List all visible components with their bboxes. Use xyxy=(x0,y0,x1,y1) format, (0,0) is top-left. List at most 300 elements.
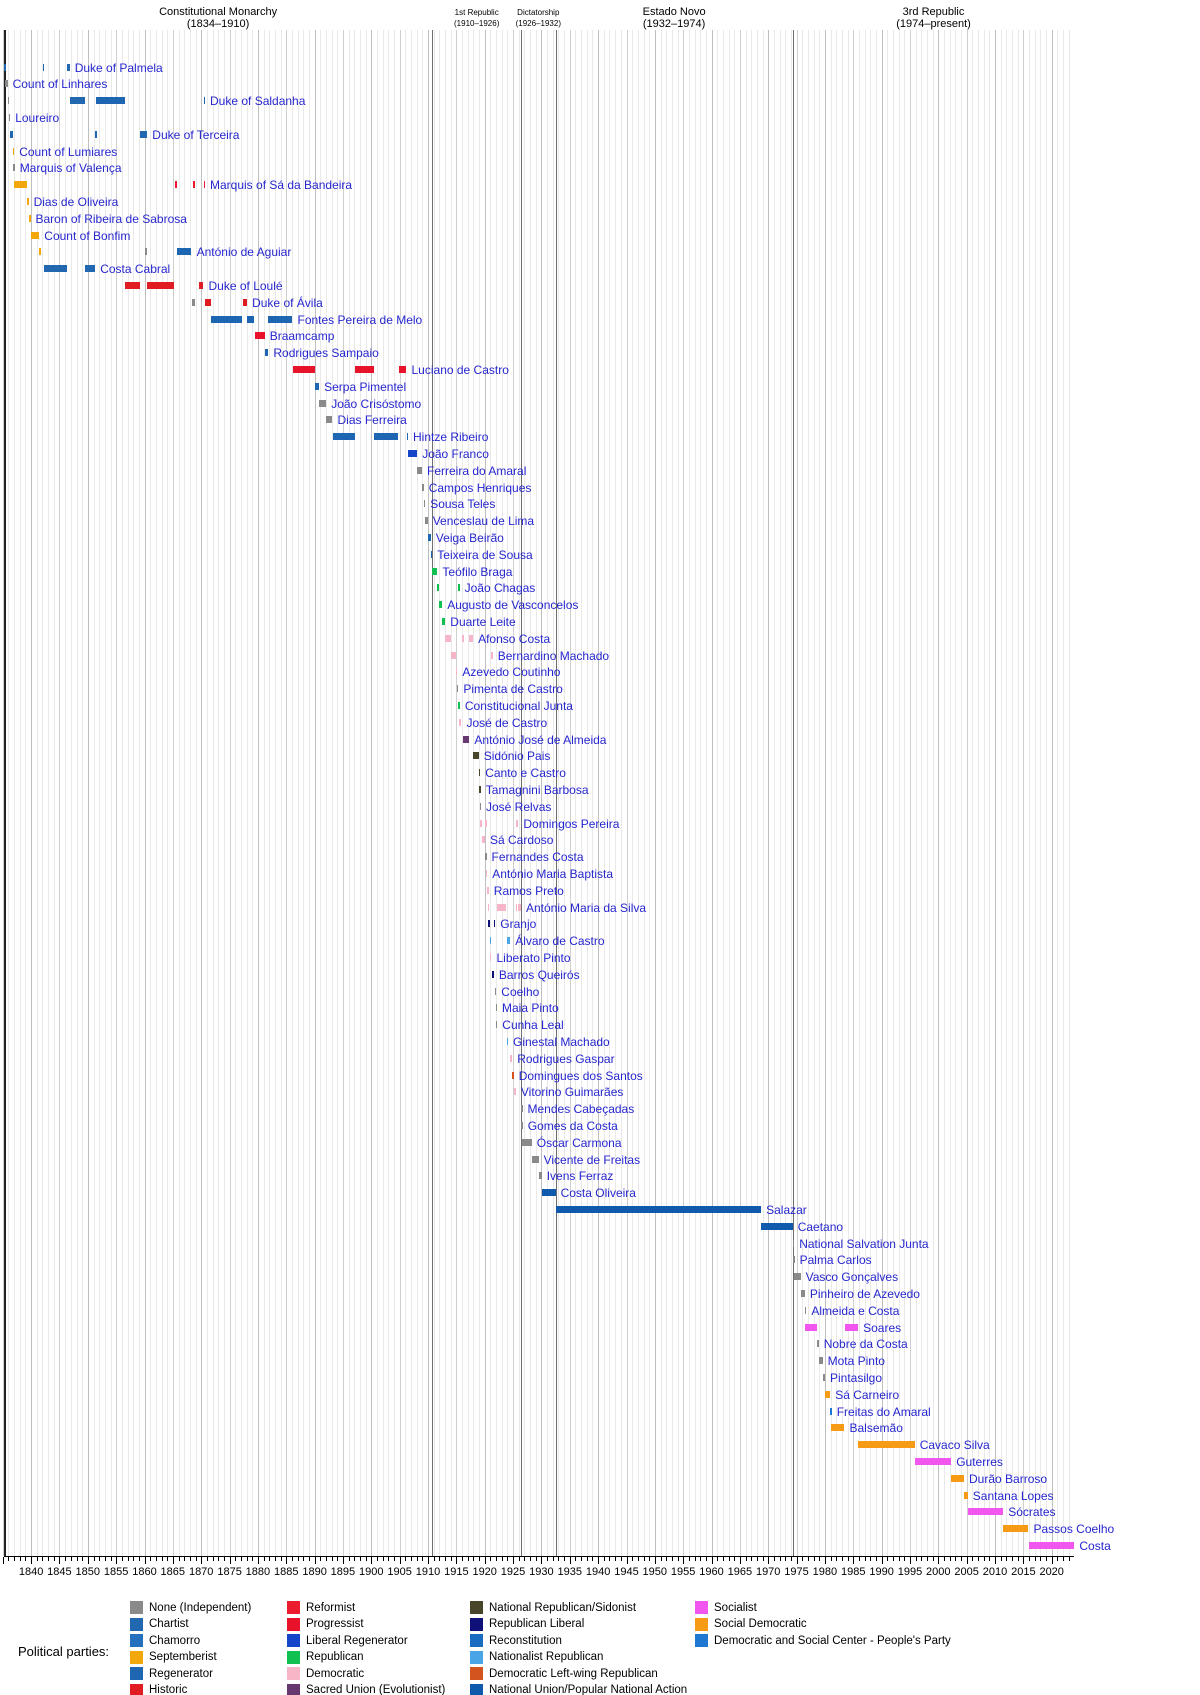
pm-term-bar xyxy=(458,702,460,709)
pm-label[interactable]: António José de Almeida xyxy=(474,732,607,747)
axis-tick xyxy=(417,1557,418,1561)
axis-tick xyxy=(627,1557,628,1564)
axis-tick xyxy=(8,1557,9,1561)
pm-term-bar xyxy=(761,1223,793,1230)
pm-label[interactable]: Liberato Pinto xyxy=(496,950,571,965)
pm-label[interactable]: Nobre da Costa xyxy=(823,1337,908,1352)
axis-tick xyxy=(774,1557,775,1561)
year-gridline xyxy=(989,30,990,1556)
year-gridline xyxy=(320,30,321,1556)
axis-tick xyxy=(695,1557,696,1561)
pm-term-bar xyxy=(177,248,192,255)
axis-tick xyxy=(1040,1557,1041,1561)
year-gridline xyxy=(77,30,78,1556)
legend-label-national_union: National Union/Popular National Action xyxy=(489,1684,688,1695)
pm-term-bar xyxy=(473,752,479,759)
axis-tick xyxy=(904,1557,905,1561)
pm-label[interactable]: Maia Pinto xyxy=(502,1001,559,1016)
axis-tick xyxy=(394,1557,395,1561)
pm-term-bar xyxy=(96,97,125,104)
period-header-name: Constitutional Monarchy xyxy=(159,6,278,18)
pm-term-bar xyxy=(805,1324,817,1331)
pm-label[interactable]: João Chagas xyxy=(464,581,536,596)
year-gridline xyxy=(111,30,112,1556)
year-gridline xyxy=(842,30,843,1556)
pm-label[interactable]: Afonso Costa xyxy=(478,631,551,646)
axis-tick xyxy=(59,1557,60,1564)
axis-year-label: 1920 xyxy=(472,1566,497,1578)
pm-label[interactable]: Balsemão xyxy=(849,1421,903,1436)
pm-term-bar xyxy=(445,635,451,642)
pm-term-bar xyxy=(408,450,418,457)
pm-label[interactable]: Óscar Carmona xyxy=(536,1135,622,1150)
pm-term-bar xyxy=(825,1391,830,1398)
pm-term-bar xyxy=(31,232,40,239)
axis-tick xyxy=(88,1557,89,1564)
pm-label[interactable]: João Crisóstomo xyxy=(331,396,422,411)
axis-tick xyxy=(524,1557,525,1561)
year-gridline xyxy=(910,30,911,1556)
pm-label[interactable]: Sá Carneiro xyxy=(835,1387,900,1402)
pm-label[interactable]: Fernandes Costa xyxy=(491,850,584,865)
year-gridline xyxy=(831,30,832,1556)
axis-tick xyxy=(706,1557,707,1561)
axis-year-label: 1950 xyxy=(642,1566,668,1578)
legend-swatch-liberal_regenerator xyxy=(287,1634,300,1647)
axis-tick xyxy=(252,1557,253,1561)
pm-label[interactable]: Ferreira do Amaral xyxy=(427,463,527,478)
legend-swatch-none xyxy=(130,1601,143,1614)
axis-tick xyxy=(825,1557,826,1564)
axis-tick xyxy=(655,1557,656,1564)
pm-label[interactable]: Sousa Teles xyxy=(430,497,496,512)
pm-label[interactable]: Duke of Ávila xyxy=(252,295,323,310)
year-gridline xyxy=(31,30,32,1556)
legend-swatch-national_union xyxy=(470,1684,483,1695)
pm-label[interactable]: António de Aguiar xyxy=(196,245,292,260)
year-gridline xyxy=(156,30,157,1556)
pm-term-bar xyxy=(516,904,518,911)
pm-term-bar xyxy=(255,332,265,339)
year-gridline xyxy=(644,30,645,1556)
pm-label[interactable]: António Maria Baptista xyxy=(492,866,614,881)
pm-term-bar xyxy=(507,1038,509,1045)
pm-label[interactable]: Duke of Loulé xyxy=(208,278,283,293)
pm-label[interactable]: Veiga Beirão xyxy=(435,530,504,545)
axis-year-label: 2005 xyxy=(954,1566,979,1578)
pm-term-bar xyxy=(374,433,398,440)
pm-term-bar xyxy=(496,1004,498,1011)
pm-label[interactable]: Guterres xyxy=(956,1454,1003,1469)
legend-label-republican_liberal: Republican Liberal xyxy=(489,1618,585,1630)
year-gridline xyxy=(59,30,60,1556)
axis-tick xyxy=(729,1557,730,1561)
axis-year-label: 1880 xyxy=(245,1566,271,1578)
axis-tick xyxy=(207,1557,208,1561)
pm-label[interactable]: Sá Cardoso xyxy=(490,833,554,848)
pm-label[interactable]: Rodrigues Gaspar xyxy=(517,1051,615,1066)
axis-tick xyxy=(870,1557,871,1561)
pm-term-bar xyxy=(490,954,492,961)
year-gridline xyxy=(615,30,616,1556)
year-gridline xyxy=(360,30,361,1556)
pm-label[interactable]: Cunha Leal xyxy=(502,1018,564,1033)
pm-label[interactable]: Loureiro xyxy=(15,110,60,125)
pm-label[interactable]: Luciano de Castro xyxy=(411,362,509,377)
pm-term-bar xyxy=(463,736,469,743)
axis-tick xyxy=(468,1557,469,1561)
pm-label[interactable]: Augusto de Vasconcelos xyxy=(447,598,579,613)
pm-label[interactable]: Teixeira de Sousa xyxy=(437,547,533,562)
pm-term-bar xyxy=(10,131,13,138)
year-gridline xyxy=(439,30,440,1556)
pm-term-bar xyxy=(205,299,211,306)
pm-label[interactable]: Pinheiro de Azevedo xyxy=(809,1286,920,1301)
pm-label[interactable]: Costa Oliveira xyxy=(560,1186,636,1201)
pm-label[interactable]: Álvaro de Castro xyxy=(515,934,605,949)
pm-label[interactable]: Pintasilgo xyxy=(830,1370,883,1385)
year-gridline xyxy=(723,30,724,1556)
legend-label-reconstitution: Reconstitution xyxy=(489,1634,562,1647)
axis-tick xyxy=(802,1557,803,1561)
year-gridline xyxy=(706,30,707,1556)
pm-label[interactable]: Coelho xyxy=(501,984,540,999)
axis-tick xyxy=(315,1557,316,1564)
pm-term-bar xyxy=(479,786,481,793)
pm-label[interactable]: Tamagnini Barbosa xyxy=(485,782,589,797)
pm-label[interactable]: Ginestal Machado xyxy=(513,1034,610,1049)
axis-tick xyxy=(910,1557,911,1564)
axis-tick xyxy=(570,1557,571,1564)
axis-tick xyxy=(473,1557,474,1561)
pm-label[interactable]: Vasco Gonçalves xyxy=(805,1270,899,1285)
year-gridline xyxy=(984,30,985,1556)
pm-label[interactable]: Azevedo Coutinho xyxy=(462,665,561,680)
pm-label[interactable]: Marquis of Valença xyxy=(19,161,122,176)
pm-term-bar xyxy=(521,1105,523,1112)
year-gridline xyxy=(1029,30,1030,1556)
legend-swatch-progressist xyxy=(287,1618,300,1631)
axis-tick xyxy=(1001,1557,1002,1561)
pm-label[interactable]: Freitas do Amaral xyxy=(836,1404,931,1419)
pm-term-bar xyxy=(491,652,493,659)
plot-left-border xyxy=(4,30,6,1556)
pm-label[interactable]: Fontes Pereira de Melo xyxy=(297,312,423,327)
year-gridline xyxy=(190,30,191,1556)
pm-term-bar xyxy=(490,937,492,944)
pm-label[interactable]: Duke of Palmela xyxy=(74,60,163,75)
year-gridline xyxy=(661,30,662,1556)
pm-term-bar xyxy=(823,1374,825,1381)
pm-label[interactable]: Domingues dos Santos xyxy=(518,1068,643,1083)
pm-label[interactable]: Baron of Ribeira de Sabrosa xyxy=(35,211,187,226)
axis-tick xyxy=(950,1557,951,1561)
pm-label[interactable]: Santana Lopes xyxy=(972,1488,1054,1503)
axis-tick xyxy=(133,1557,134,1561)
pm-label[interactable]: Hintze Ribeiro xyxy=(413,430,489,445)
pm-label[interactable]: Duarte Leite xyxy=(450,614,516,629)
legend-swatch-reformist xyxy=(287,1601,300,1614)
year-gridline xyxy=(1018,30,1019,1556)
year-gridline xyxy=(1063,30,1064,1556)
axis-tick xyxy=(184,1557,185,1561)
pm-label[interactable]: Duke of Terceira xyxy=(152,127,240,142)
legend-label-progressist: Progressist xyxy=(306,1618,364,1630)
legend-swatch-sacred_union xyxy=(287,1684,300,1695)
pm-label[interactable]: Sidónio Pais xyxy=(483,749,551,764)
pm-term-bar xyxy=(479,769,481,776)
pm-term-bar xyxy=(437,584,439,591)
year-gridline xyxy=(343,30,344,1556)
pm-label[interactable]: Serpa Pimentel xyxy=(324,379,407,394)
pm-label[interactable]: Granjo xyxy=(500,917,537,932)
year-gridline xyxy=(422,30,423,1556)
axis-tick xyxy=(553,1557,554,1561)
year-gridline xyxy=(71,30,72,1556)
axis-tick xyxy=(303,1557,304,1561)
pm-term-bar xyxy=(488,904,490,911)
axis-tick xyxy=(780,1557,781,1561)
pm-label[interactable]: Teófilo Braga xyxy=(442,564,513,579)
axis-year-label: 1885 xyxy=(274,1566,299,1578)
year-gridline xyxy=(1069,30,1070,1556)
axis-tick xyxy=(933,1557,934,1561)
axis-tick xyxy=(723,1557,724,1561)
pm-label[interactable]: António Maria da Silva xyxy=(526,900,647,915)
year-gridline xyxy=(785,30,786,1556)
axis-tick xyxy=(354,1557,355,1561)
axis-tick xyxy=(831,1557,832,1561)
pm-label[interactable]: Gomes da Costa xyxy=(527,1118,618,1133)
legend-label-liberal_regenerator: Liberal Regenerator xyxy=(306,1634,408,1647)
pm-label[interactable]: Domingos Pereira xyxy=(523,816,620,831)
pm-label[interactable]: Count of Bonfim xyxy=(44,228,131,243)
pm-label[interactable]: Canto e Castro xyxy=(485,766,566,781)
axis-tick xyxy=(1029,1557,1030,1561)
year-gridline xyxy=(717,30,718,1556)
pm-term-bar xyxy=(458,584,460,591)
pm-label[interactable]: Vitorino Guimarães xyxy=(520,1085,624,1100)
year-gridline xyxy=(332,30,333,1556)
pm-label[interactable]: Duke of Saldanha xyxy=(210,94,306,109)
axis-year-label: 1995 xyxy=(897,1566,923,1578)
axis-tick xyxy=(1046,1557,1047,1561)
year-gridline xyxy=(916,30,917,1556)
axis-tick xyxy=(94,1557,95,1561)
axis-tick xyxy=(581,1557,582,1561)
legend-swatch-regenerator xyxy=(130,1667,143,1680)
axis-tick xyxy=(496,1557,497,1561)
pm-label[interactable]: Dias Ferreira xyxy=(337,413,407,428)
axis-tick xyxy=(995,1557,996,1564)
year-gridline xyxy=(797,30,798,1556)
pm-label[interactable]: Campos Henriques xyxy=(428,480,532,495)
axis-tick xyxy=(808,1557,809,1561)
pm-label[interactable]: João Franco xyxy=(422,446,489,461)
year-gridline xyxy=(1001,30,1002,1556)
legend-swatch-historic xyxy=(130,1684,143,1695)
axis-tick xyxy=(269,1557,270,1561)
year-gridline xyxy=(921,30,922,1556)
year-gridline xyxy=(763,30,764,1556)
pm-term-bar xyxy=(492,971,494,978)
legend-swatch-republican_liberal xyxy=(470,1618,483,1631)
pm-label[interactable]: Costa xyxy=(1079,1538,1111,1553)
axis-tick xyxy=(366,1557,367,1561)
pm-label[interactable]: Salazar xyxy=(766,1202,807,1217)
axis-tick xyxy=(689,1557,690,1561)
pm-term-bar xyxy=(85,265,95,272)
period-header-dates: (1932–1974) xyxy=(642,18,706,30)
axis-tick xyxy=(230,1557,231,1564)
pm-term-bar xyxy=(951,1475,964,1482)
pm-term-bar xyxy=(9,114,11,121)
pm-label[interactable]: Mota Pinto xyxy=(827,1354,885,1369)
axis-tick xyxy=(451,1557,452,1561)
pm-label[interactable]: Ivens Ferraz xyxy=(546,1169,614,1184)
pm-label[interactable]: Ramos Preto xyxy=(493,883,564,898)
axis-tick xyxy=(156,1557,157,1561)
axis-year-label: 1855 xyxy=(103,1566,129,1578)
period-header-dates: (1910–1926) xyxy=(454,19,500,28)
pm-term-bar xyxy=(4,64,6,71)
pm-term-bar xyxy=(428,534,431,541)
axis-tick xyxy=(541,1557,542,1564)
pm-term-bar xyxy=(462,635,464,642)
pm-label[interactable]: Count of Lumiares xyxy=(19,144,118,159)
pm-label[interactable]: Venceslau de Lima xyxy=(432,514,535,529)
pm-term-bar xyxy=(211,316,242,323)
year-gridline xyxy=(20,30,21,1556)
pm-term-bar xyxy=(794,1273,801,1280)
pm-label[interactable]: Durão Barroso xyxy=(969,1471,1048,1486)
pm-label[interactable]: Caetano xyxy=(797,1219,844,1234)
axis-tick xyxy=(967,1557,968,1564)
axis-tick xyxy=(71,1557,72,1561)
axis-tick xyxy=(383,1557,384,1561)
pm-label[interactable]: Soares xyxy=(863,1320,902,1335)
pm-label[interactable]: Bernardino Machado xyxy=(497,648,610,663)
pm-label[interactable]: Almeida e Costa xyxy=(811,1303,900,1318)
year-gridline xyxy=(411,30,412,1556)
year-gridline xyxy=(678,30,679,1556)
legend-label-historic: Historic xyxy=(149,1684,188,1695)
pm-label[interactable]: Dias de Oliveira xyxy=(33,194,119,209)
legend-label-socialist: Socialist xyxy=(714,1601,757,1614)
axis-tick xyxy=(587,1557,588,1561)
year-gridline xyxy=(632,30,633,1556)
axis-tick xyxy=(434,1557,435,1561)
year-gridline xyxy=(689,30,690,1556)
axis-tick xyxy=(122,1557,123,1561)
year-gridline xyxy=(14,30,15,1556)
axis-tick xyxy=(116,1557,117,1564)
pm-term-bar xyxy=(175,181,177,188)
axis-year-label: 1850 xyxy=(75,1566,101,1578)
year-gridline xyxy=(468,30,469,1556)
axis-year-label: 1945 xyxy=(614,1566,639,1578)
axis-tick xyxy=(1057,1557,1058,1561)
axis-tick xyxy=(836,1557,837,1561)
pm-label[interactable]: National Salvation Junta xyxy=(799,1236,929,1251)
year-gridline xyxy=(695,30,696,1556)
year-gridline xyxy=(666,30,667,1556)
pm-label[interactable]: Passos Coelho xyxy=(1033,1522,1115,1537)
pm-term-bar xyxy=(469,635,473,642)
pm-term-bar xyxy=(793,1240,795,1247)
pm-label[interactable]: Barros Queirós xyxy=(498,967,580,982)
pm-label[interactable]: Mendes Cabeçadas xyxy=(527,1102,635,1117)
axis-tick xyxy=(978,1557,979,1561)
axis-tick xyxy=(1035,1557,1036,1561)
pm-term-bar xyxy=(831,1424,845,1431)
axis-tick xyxy=(3,1557,4,1564)
legend-label-chamorro: Chamorro xyxy=(149,1634,201,1647)
axis-tick xyxy=(371,1557,372,1564)
pm-label[interactable]: José de Castro xyxy=(466,715,548,730)
pm-label[interactable]: Braamcamp xyxy=(269,329,335,344)
axis-year-label: 1890 xyxy=(302,1566,327,1578)
pm-label[interactable]: Costa Cabral xyxy=(100,262,171,277)
year-gridline xyxy=(598,30,599,1556)
axis-tick xyxy=(989,1557,990,1561)
axis-tick xyxy=(865,1557,866,1561)
year-gridline xyxy=(638,30,639,1556)
pm-label[interactable]: Rodrigues Sampaio xyxy=(273,346,379,361)
year-gridline xyxy=(445,30,446,1556)
year-gridline xyxy=(1052,30,1053,1556)
axis-tick xyxy=(218,1557,219,1561)
pm-label[interactable]: Marquis of Sá da Bandeira xyxy=(210,178,353,193)
pm-term-bar xyxy=(915,1458,952,1465)
pm-term-bar xyxy=(542,1189,556,1196)
pm-label[interactable]: José Relvas xyxy=(486,799,552,814)
axis-tick xyxy=(672,1557,673,1561)
pm-term-bar xyxy=(514,1088,516,1095)
year-gridline xyxy=(780,30,781,1556)
axis-tick xyxy=(519,1557,520,1561)
pm-label[interactable]: Pimenta de Castro xyxy=(463,682,563,697)
pm-label[interactable]: Palma Carlos xyxy=(799,1253,872,1268)
axis-tick xyxy=(326,1557,327,1561)
year-gridline xyxy=(479,30,480,1556)
legend-swatch-cds xyxy=(695,1634,708,1647)
axis-tick xyxy=(128,1557,129,1561)
pm-label[interactable]: Count of Linhares xyxy=(12,77,108,92)
pm-label[interactable]: Cavaco Silva xyxy=(919,1438,990,1453)
pm-label[interactable]: Constitucional Junta xyxy=(464,698,573,713)
axis-tick xyxy=(309,1557,310,1561)
year-gridline xyxy=(859,30,860,1556)
pm-term-bar xyxy=(496,1021,498,1028)
year-gridline xyxy=(978,30,979,1556)
axis-tick xyxy=(757,1557,758,1561)
axis-tick xyxy=(377,1557,378,1561)
pm-term-bar xyxy=(247,316,254,323)
year-gridline xyxy=(337,30,338,1556)
legend-label-republican: Republican xyxy=(306,1651,364,1663)
pm-term-bar xyxy=(495,988,497,995)
legend-swatch-sidonist xyxy=(470,1601,483,1614)
axis-tick xyxy=(332,1557,333,1561)
year-gridline xyxy=(292,30,293,1556)
year-gridline xyxy=(405,30,406,1556)
pm-term-bar xyxy=(487,887,489,894)
year-gridline xyxy=(746,30,747,1556)
pm-label[interactable]: Sócrates xyxy=(1008,1505,1056,1520)
pm-term-bar xyxy=(145,248,147,255)
pm-label[interactable]: Vicente de Freitas xyxy=(543,1152,641,1167)
